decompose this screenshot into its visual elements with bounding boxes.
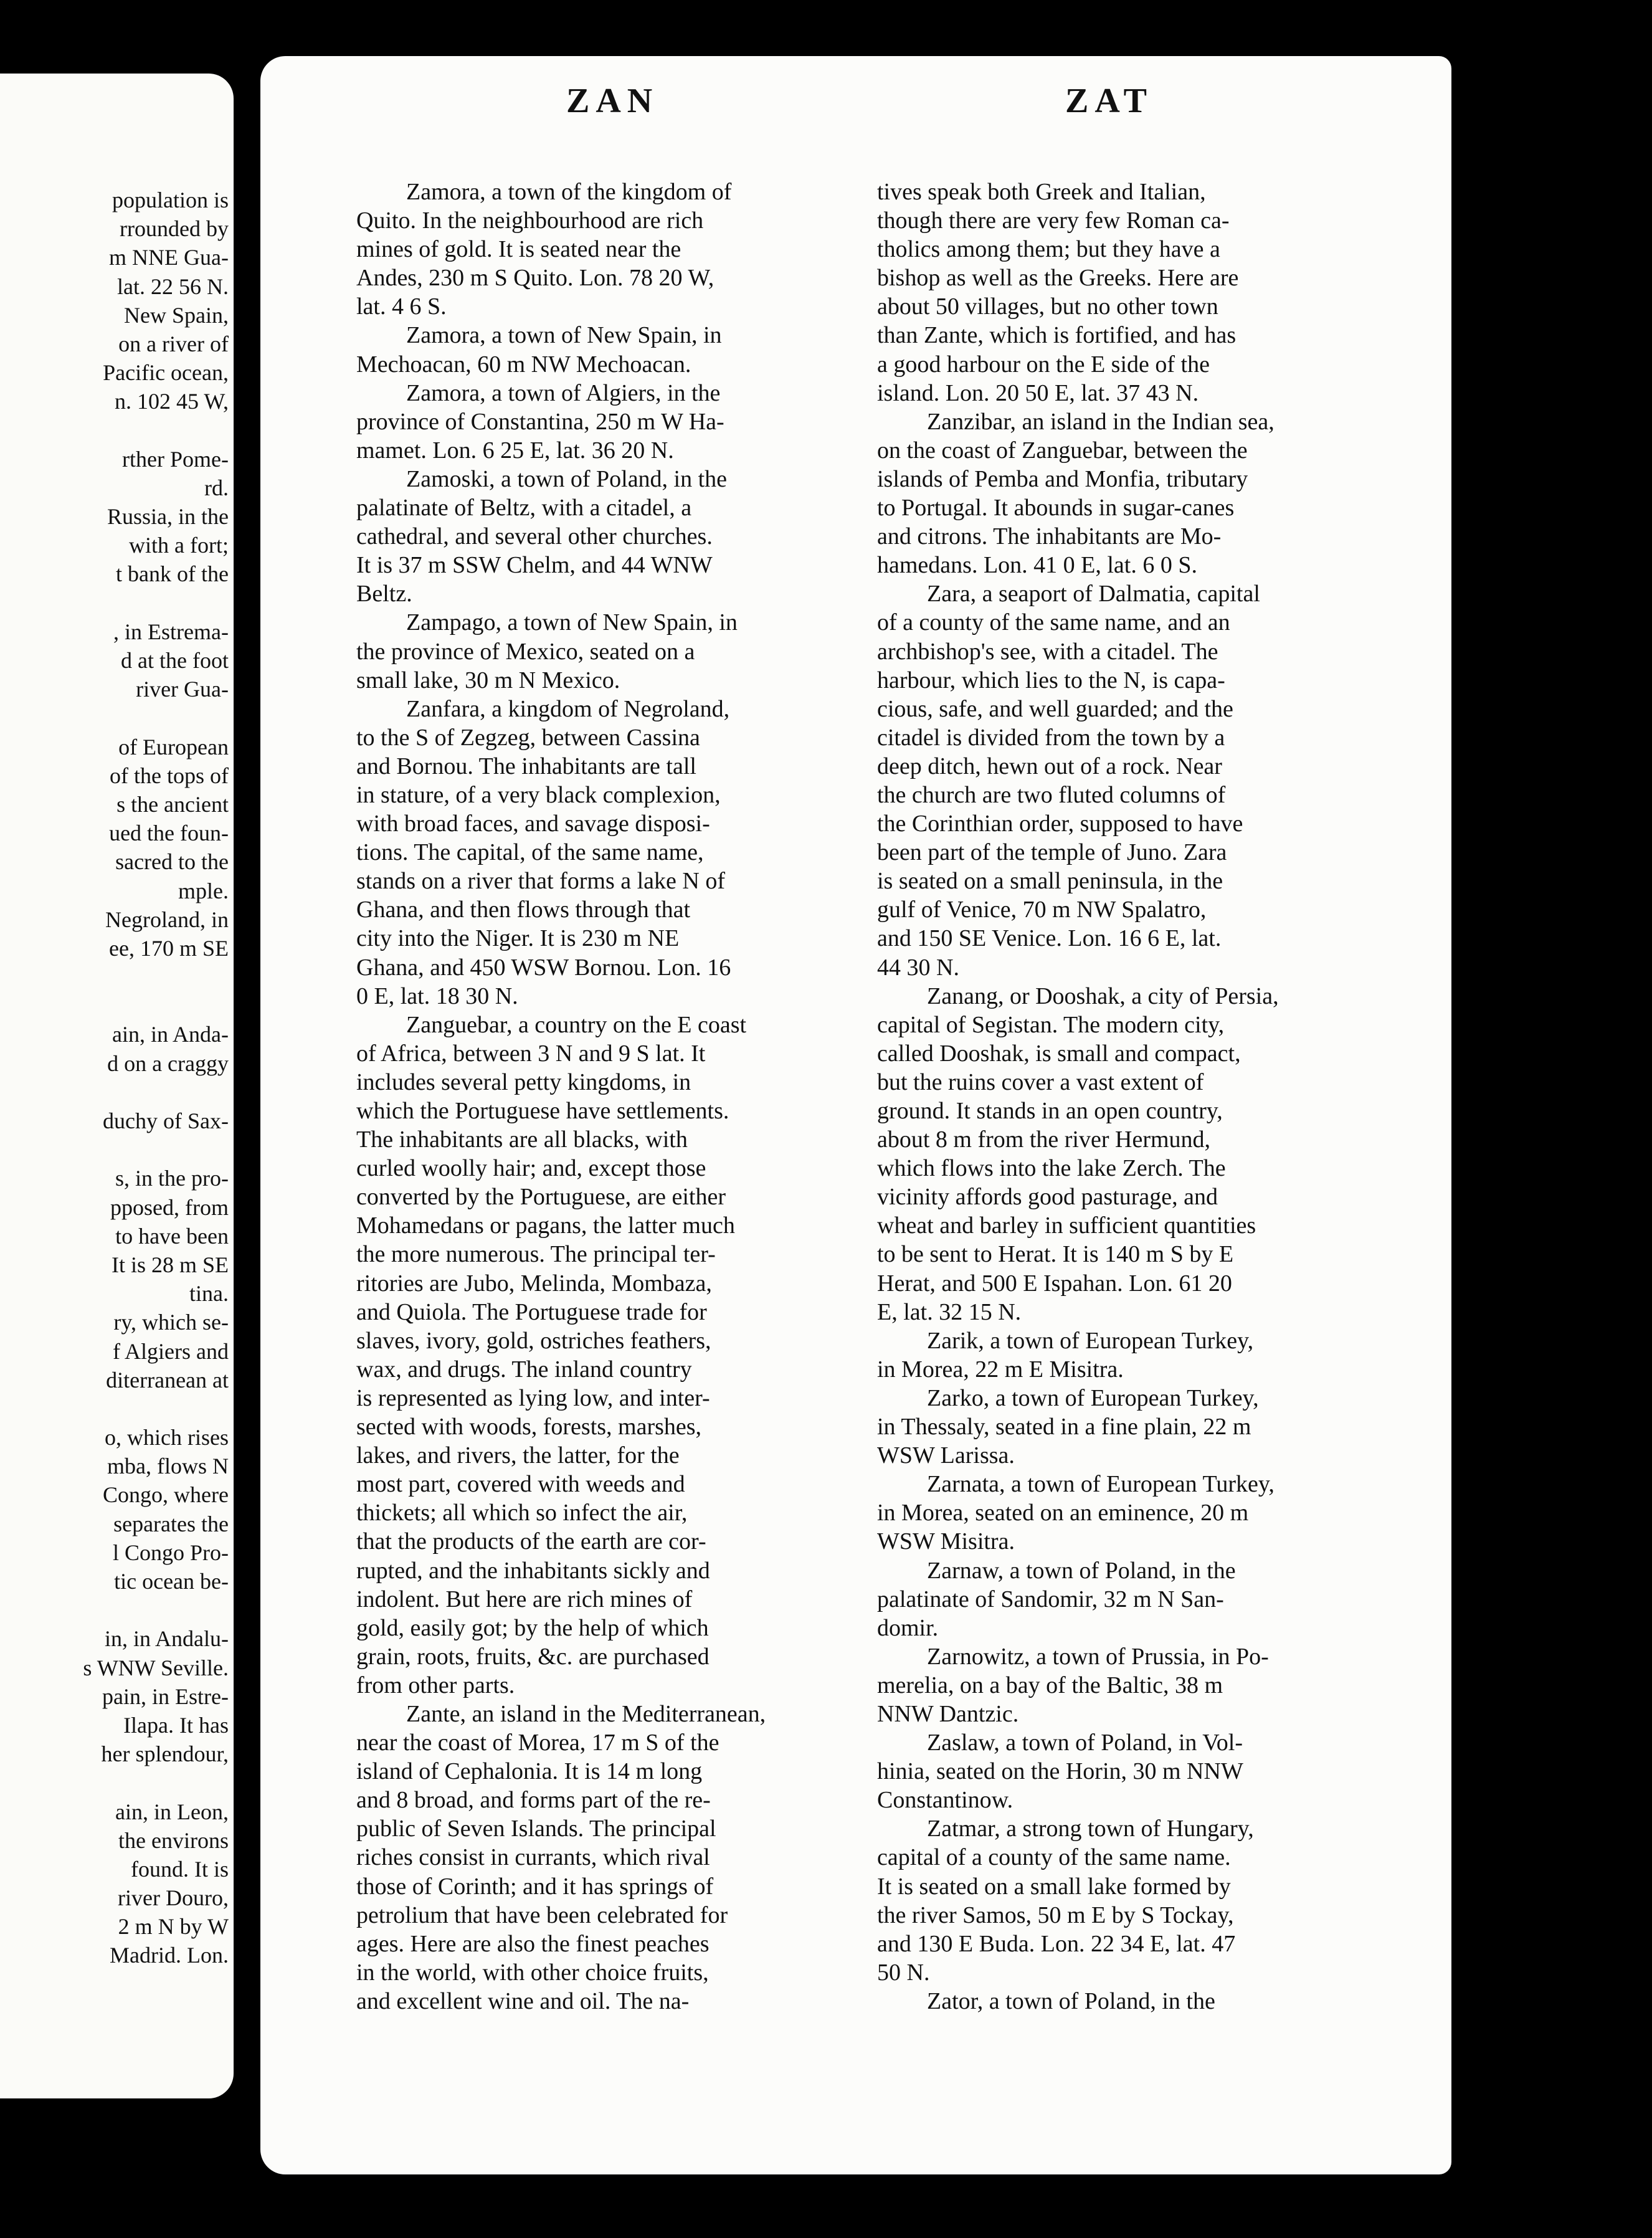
left-column-line: wax, and drugs. The inland country	[356, 1356, 692, 1383]
left-page-line: s the ancient	[116, 791, 229, 817]
left-page-line: f Algiers and	[113, 1338, 229, 1364]
left-page-line: to have been	[115, 1223, 229, 1249]
left-page-line: lat. 22 56 N.	[117, 274, 229, 299]
left-page-line	[4, 1078, 229, 1107]
right-column-line: Zaslaw, a town of Poland, in Vol-	[927, 1730, 1243, 1756]
left-column-line: and Bornou. The inhabitants are tall	[356, 753, 696, 779]
right-column-line: Zarik, a town of European Turkey,	[927, 1327, 1254, 1354]
right-column-line: in Morea, 22 m E Misitra.	[877, 1356, 1124, 1383]
right-column-line: in Morea, seated on an eminence, 20 m	[877, 1500, 1249, 1526]
right-column-line: and 130 E Buda. Lon. 22 34 E, lat. 47	[877, 1930, 1236, 1957]
left-column-line: public of Seven Islands. The principal	[356, 1816, 716, 1842]
right-column-line: and 150 SE Venice. Lon. 16 6 E, lat.	[877, 925, 1222, 952]
left-page-line: mple.	[178, 878, 229, 903]
right-column-line: Zara, a seaport of Dalmatia, capital	[927, 581, 1260, 607]
left-column-line: Quito. In the neighbourhood are rich	[356, 207, 704, 234]
right-column-line: hamedans. Lon. 41 0 E, lat. 6 0 S.	[877, 552, 1197, 579]
left-page-line	[4, 1596, 229, 1624]
left-page-line: her splendour,	[101, 1741, 229, 1767]
right-column-line: though there are very few Roman ca-	[877, 207, 1230, 234]
right-column-line: Zarnaw, a town of Poland, in the	[927, 1557, 1236, 1584]
right-column-line: islands of Pemba and Monfia, tributary	[877, 465, 1248, 492]
left-column-line: Ghana, and then flows through that	[356, 897, 691, 923]
running-head-right: ZAT	[1065, 82, 1153, 120]
left-page-line	[4, 416, 229, 445]
left-page-line: ry, which se-	[113, 1310, 229, 1335]
right-column-line: on the coast of Zanguebar, between the	[877, 437, 1248, 464]
left-column-line: and 8 broad, and forms part of the re-	[356, 1787, 711, 1814]
left-page-text	[4, 186, 229, 1970]
right-column-line: capital of Segistan. The modern city,	[877, 1011, 1225, 1038]
left-page-line: Negroland, in	[105, 907, 229, 932]
left-page-line	[4, 1394, 229, 1423]
right-column-line: about 8 m from the river Hermund,	[877, 1126, 1211, 1153]
left-page-line: with a fort;	[129, 533, 229, 558]
left-page-line: rther Pome-	[122, 446, 229, 472]
right-column-line: than Zante, which is fortified, and has	[877, 322, 1237, 349]
left-page-line	[4, 1135, 229, 1164]
right-column-line: 50 N.	[877, 1959, 930, 1986]
left-page-line: river Douro,	[118, 1885, 229, 1911]
left-column-line: Zamoski, a town of Poland, in the	[406, 465, 728, 492]
left-page-line	[4, 963, 229, 991]
left-column-line: to the S of Zegzeg, between Cassina	[356, 724, 700, 751]
running-head-left: ZAN	[566, 82, 659, 120]
left-column-line: Mohamedans or pagans, the latter much	[356, 1212, 735, 1239]
right-column-line: E, lat. 32 15 N.	[877, 1298, 1022, 1325]
right-column-line: Zarko, a town of European Turkey,	[927, 1384, 1259, 1411]
left-column-line: in stature, of a very black complexion,	[356, 781, 721, 808]
left-page-line: 2 m N by W	[118, 1914, 229, 1940]
left-page-line	[4, 991, 229, 1020]
left-page-line: ain, in Anda-	[112, 1022, 229, 1047]
left-page-line: l Congo Pro-	[112, 1540, 229, 1565]
right-column-line: Constantinow.	[877, 1787, 1014, 1814]
left-page-line: rd.	[204, 475, 229, 500]
left-column-line: Zante, an island in the Mediterranean,	[406, 1700, 766, 1727]
left-page-line: separates the	[113, 1511, 229, 1536]
left-page-line	[4, 1768, 229, 1797]
right-column-line: vicinity affords good pasturage, and	[877, 1184, 1218, 1211]
left-page-line: ee, 170 m SE	[109, 935, 229, 961]
left-page-line: ued the foun-	[109, 821, 229, 846]
left-column-line: in the world, with other choice fruits,	[356, 1959, 709, 1986]
left-column-line: sected with woods, forests, marshes,	[356, 1414, 702, 1440]
left-column-line: rupted, and the inhabitants sickly and	[356, 1557, 710, 1584]
left-column-line: lakes, and rivers, the latter, for the	[356, 1442, 680, 1469]
left-page-line: rrounded by	[120, 216, 229, 242]
left-column-line: Zamora, a town of Algiers, in the	[406, 379, 721, 406]
left-page-line: d on a craggy	[107, 1050, 229, 1076]
left-page-line: of the tops of	[110, 763, 229, 788]
left-page-line: ain, in Leon,	[115, 1799, 229, 1824]
left-page-line: Ilapa. It has	[123, 1712, 229, 1738]
left-page-fragment	[0, 74, 234, 2098]
right-column-line: of a county of the same name, and an	[877, 609, 1230, 636]
left-page-line: population is	[112, 188, 229, 212]
right-column-line: citadel is divided from the town by a	[877, 724, 1225, 751]
right-column-line: about 50 villages, but no other town	[877, 293, 1218, 320]
left-column-line: Ghana, and 450 WSW Bornou. Lon. 16	[356, 954, 731, 981]
right-column-line: Zanang, or Dooshak, a city of Persia,	[927, 983, 1279, 1009]
right-column-line: is seated on a small peninsula, in the	[877, 868, 1223, 895]
right-column-line: Zatmar, a strong town of Hungary,	[927, 1816, 1254, 1842]
left-page-line: pposed, from	[110, 1194, 229, 1220]
left-page-line: New Spain,	[124, 302, 229, 328]
left-column-line: Andes, 230 m S Quito. Lon. 78 20 W,	[356, 265, 714, 292]
right-column-line: tholics among them; but they have a	[877, 236, 1220, 263]
right-column-line: ground. It stands in an open country,	[877, 1098, 1223, 1124]
left-column-line: and Quiola. The Portuguese trade for	[356, 1298, 707, 1325]
left-page-line: It is 28 m SE	[111, 1252, 229, 1277]
left-column-line: Zanguebar, a country on the E coast	[406, 1011, 747, 1038]
left-column-line: 0 E, lat. 18 30 N.	[356, 983, 518, 1009]
left-page-line: mba, flows N	[107, 1454, 229, 1479]
left-column-line: city into the Niger. It is 230 m NE	[356, 925, 680, 952]
right-column-line: gulf of Venice, 70 m NW Spalatro,	[877, 897, 1207, 923]
left-page-line: of European	[118, 734, 229, 759]
left-column-line: Zanfara, a kingdom of Negroland,	[406, 695, 730, 722]
left-column-line: of Africa, between 3 N and 9 S lat. It	[356, 1040, 706, 1067]
left-column-line: most part, covered with weeds and	[356, 1471, 685, 1498]
left-column-line: which the Portuguese have settlements.	[356, 1098, 729, 1124]
left-column-line: slaves, ivory, gold, ostriches feathers,	[356, 1327, 711, 1354]
right-column-line: WSW Larissa.	[877, 1442, 1015, 1469]
left-column-line: that the products of the earth are cor-	[356, 1528, 706, 1555]
right-column-line: palatinate of Sandomir, 32 m N San-	[877, 1586, 1224, 1612]
left-page-line: sacred to the	[115, 849, 229, 875]
right-column-line: NNW Dantzic.	[877, 1700, 1019, 1727]
left-page-line: tina.	[189, 1281, 229, 1307]
left-column-line: ritories are Jubo, Melinda, Mombaza,	[356, 1270, 712, 1297]
left-column-line: ages. Here are also the finest peaches	[356, 1930, 710, 1957]
left-page-line: o, which rises	[105, 1425, 229, 1450]
left-column	[356, 178, 855, 2016]
left-page-line: Pacific ocean,	[103, 360, 229, 386]
right-column-line: but the ruins cover a vast extent of	[877, 1069, 1204, 1095]
right-column-line: called Dooshak, is small and compact,	[877, 1040, 1241, 1067]
left-column-line: cathedral, and several other churches.	[356, 523, 713, 550]
left-column-line: and excellent wine and oil. The na-	[356, 1988, 690, 2014]
left-column-line: Mechoacan, 60 m NW Mechoacan.	[356, 351, 691, 378]
left-page-line: diterranean at	[106, 1367, 229, 1393]
left-column-line: Zamora, a town of New Spain, in	[406, 322, 722, 349]
right-column-line: merelia, on a bay of the Baltic, 38 m	[877, 1672, 1223, 1698]
right-column-line: deep ditch, hewn out of a rock. Near	[877, 753, 1222, 779]
left-page-line: s WNW Seville.	[83, 1655, 229, 1680]
left-column-line: the more numerous. The principal ter-	[356, 1241, 716, 1268]
left-column-line: mines of gold. It is seated near the	[356, 236, 681, 263]
left-page-line: river Gua-	[136, 677, 229, 702]
right-column-line: wheat and barley in sufficient quantities	[877, 1212, 1256, 1239]
left-column-line: is represented as lying low, and inter-	[356, 1384, 710, 1411]
right-column-line: Zator, a town of Poland, in the	[927, 1988, 1215, 2014]
left-page-line: in, in Andalu-	[105, 1626, 229, 1652]
book-gutter	[234, 0, 260, 2238]
right-column-line: tives speak both Greek and Italian,	[877, 179, 1206, 205]
left-column-line: It is 37 m SSW Chelm, and 44 WNW	[356, 552, 713, 579]
left-column-line: small lake, 30 m N Mexico.	[356, 667, 620, 693]
right-column-line: a good harbour on the E side of the	[877, 351, 1210, 378]
right-column-line: and citrons. The inhabitants are Mo-	[877, 523, 1222, 550]
right-column-line: the church are two fluted columns of	[877, 781, 1226, 808]
left-column-line: stands on a river that forms a lake N of	[356, 868, 725, 895]
left-page-line: Russia, in the	[107, 504, 229, 530]
left-column-line: Beltz.	[356, 581, 412, 607]
left-page-line: found. It is	[131, 1856, 229, 1882]
left-column-line: thickets; all which so infect the air,	[356, 1500, 688, 1526]
left-column-line: curled woolly hair; and, except those	[356, 1155, 706, 1182]
right-column-line: WSW Misitra.	[877, 1528, 1015, 1555]
left-page-line: on a river of	[118, 331, 229, 356]
right-column-line: domir.	[877, 1614, 939, 1641]
left-column-line: Zamora, a town of the kingdom of	[406, 179, 732, 205]
left-column-line: island of Cephalonia. It is 14 m long	[356, 1758, 703, 1785]
left-column-line: gold, easily got; by the help of which	[356, 1614, 709, 1641]
left-column-line: converted by the Portuguese, are either	[356, 1184, 726, 1211]
right-column-line: cious, safe, and well guarded; and the	[877, 695, 1233, 722]
left-column-line: province of Constantina, 250 m W Ha-	[356, 408, 724, 435]
left-page-line: , in Estrema-	[113, 619, 229, 644]
right-column-line: archbishop's see, with a citadel. The	[877, 638, 1218, 665]
left-page-line	[4, 703, 229, 732]
left-page-line: tic ocean be-	[114, 1569, 229, 1594]
left-column-line: indolent. But here are rich mines of	[356, 1586, 693, 1612]
left-column-line: those of Corinth; and it has springs of	[356, 1873, 714, 1900]
left-column-line: the province of Mexico, seated on a	[356, 638, 695, 665]
right-column-line: the river Samos, 50 m E by S Tockay,	[877, 1902, 1234, 1928]
right-column-line: bishop as well as the Greeks. Here are	[877, 265, 1239, 292]
right-column-line: capital of a county of the same name.	[877, 1844, 1231, 1871]
right-column-line: Herat, and 500 E Ispahan. Lon. 61 20	[877, 1270, 1232, 1297]
left-column-line: tions. The capital, of the same name,	[356, 839, 704, 866]
left-column-line: Zampago, a town of New Spain, in	[406, 609, 738, 636]
left-column-line: riches consist in currants, which rival	[356, 1844, 710, 1871]
right-column-line: 44 30 N.	[877, 954, 959, 981]
left-column-line: with broad faces, and savage disposi-	[356, 811, 710, 837]
right-column-line: It is seated on a small lake formed by	[877, 1873, 1231, 1900]
left-page-line: Congo, where	[103, 1482, 229, 1508]
right-column-line: to be sent to Herat. It is 140 m S by E	[877, 1241, 1234, 1268]
left-column-line: mamet. Lon. 6 25 E, lat. 36 20 N.	[356, 437, 674, 464]
left-column-line: petrolium that have been celebrated for	[356, 1902, 728, 1928]
left-column-line: from other parts.	[356, 1672, 515, 1698]
left-page-line: duchy of Sax-	[103, 1108, 229, 1133]
left-column-line: grain, roots, fruits, &c. are purchased	[356, 1643, 710, 1670]
right-column-line: Zarnowitz, a town of Prussia, in Po-	[927, 1643, 1269, 1670]
left-page-line: t bank of the	[116, 561, 229, 587]
left-page-line: d at the foot	[121, 648, 229, 673]
right-column-line: which flows into the lake Zerch. The	[877, 1155, 1226, 1182]
left-column-line: The inhabitants are all blacks, with	[356, 1126, 688, 1153]
right-column-line: Zanzibar, an island in the Indian sea,	[927, 408, 1275, 435]
right-column-line: to Portugal. It abounds in sugar-canes	[877, 495, 1235, 521]
left-column-line: near the coast of Morea, 17 m S of the	[356, 1730, 719, 1756]
left-column-line: palatinate of Beltz, with a citadel, a	[356, 495, 692, 521]
left-page-line: n. 102 45 W,	[114, 389, 229, 414]
right-column-line: hinia, seated on the Horin, 30 m NNW	[877, 1758, 1243, 1785]
left-page-line: pain, in Estre-	[102, 1683, 229, 1709]
right-column-line: been part of the temple of Juno. Zara	[877, 839, 1227, 866]
left-page-line	[4, 589, 229, 617]
right-column-line: island. Lon. 20 50 E, lat. 37 43 N.	[877, 379, 1199, 406]
left-column-line: lat. 4 6 S.	[356, 293, 447, 320]
left-page-line: Madrid. Lon.	[110, 1943, 229, 1968]
right-column-line: Zarnata, a town of European Turkey,	[927, 1471, 1275, 1498]
right-column	[877, 178, 1375, 2016]
right-column-line: harbour, which lies to the N, is capa-	[877, 667, 1225, 693]
right-column-line: in Thessaly, seated in a fine plain, 22 m	[877, 1414, 1251, 1440]
left-page-line: s, in the pro-	[115, 1166, 229, 1191]
left-page-line: m NNE Gua-	[109, 245, 229, 270]
right-column-line: the Corinthian order, supposed to have	[877, 811, 1243, 837]
left-page-line: the environs	[118, 1827, 229, 1853]
left-column-line: includes several petty kingdoms, in	[356, 1069, 691, 1095]
